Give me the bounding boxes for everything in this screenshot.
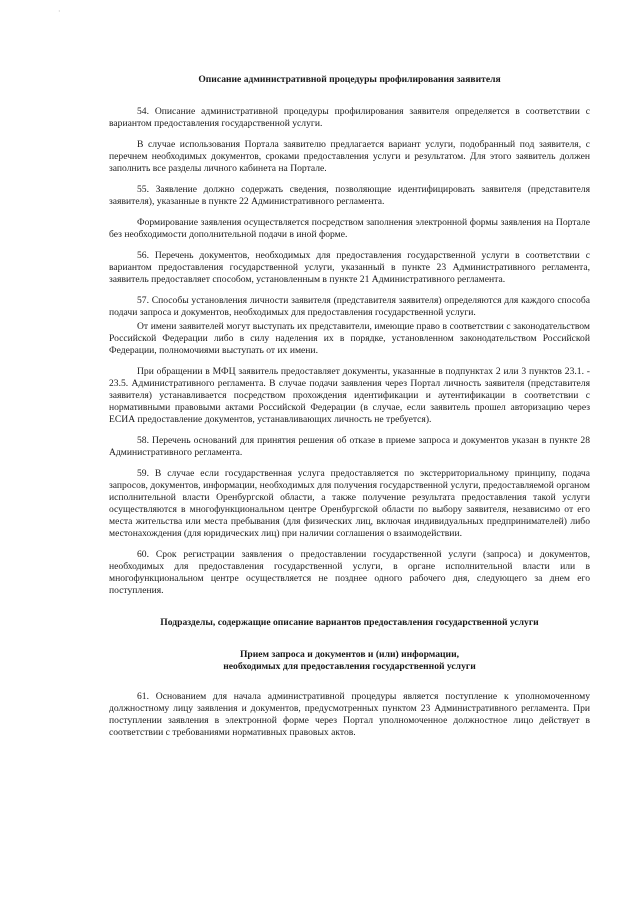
paragraph-55: 55. Заявление должно содержать сведения, позволяющие идентифицировать заявителя (представителя заявителя), указанные в пункте 22 Административного регламента. bbox=[109, 184, 590, 207]
paragraph-59: 59. В случае если государственная услуга предоставляется по экстерриториальному принципу, подача запросов, документов, информации, необходимых для получения государственной услуги, предоставляемой органом исполнительной власти Оренбургской области, а также получение результата предоставления такой услуги осуществляются в многофункциональном центре Оренбургской области по выбору заявителя, независимо от его места жительства или места пребывания (для физических лиц, включая индивидуальных предпринимателей) либо местонахождения (для юридических лиц) при наличии соглашения о взаимодействии. bbox=[109, 468, 590, 539]
section-title-subsections: Подразделы, содержащие описание вариантов предоставления государственной услуги bbox=[160, 617, 539, 628]
paragraph-56: 56. Перечень документов, необходимых для предоставления государственной услуги в соответствии с вариантом предоставления государственной услуги, указанный в пункте 23 Административного регламента, заявитель предоставляет способом, установленным в пункте 21 Административного регламента. bbox=[109, 250, 590, 285]
paragraph-55-form: Формирование заявления осуществляется посредством заполнения электронной формы заявления на Портале без необходимости дополнительной подачи в иной форме. bbox=[109, 217, 590, 240]
paragraph-54-portal: В случае использования Портала заявителю предлагается вариант услуги, подобранный под заявителя, с перечнем необходимых документов, сроками предоставления услуги и результатом. Для этого заявитель должен заполнить все разделы личного кабинета на Портале. bbox=[109, 139, 590, 174]
paragraph-57-mfc: При обращении в МФЦ заявитель предоставляет документы, указанные в подпунктах 2 или 3 пунктов 23.1. - 23.5. Административного регламента. В случае подачи заявления через Портал личность заявителя (представителя заявителя) устанавливается посредством прохождения идентификации и аутентификации в соответствии с нормативными правовыми актами Российской Федерации (в случае, если заявитель прошел авторизацию через ЕСИА предоставление документов, устанавливающих личность не требуется). bbox=[109, 366, 590, 425]
section-title-profiling: Описание административной процедуры профилирования заявителя bbox=[198, 74, 501, 85]
section-title-reception-line1: Прием запроса и документов и (или) информации, bbox=[239, 649, 460, 660]
section-title-reception bbox=[109, 649, 590, 673]
paragraph-54: 54. Описание административной процедуры профилирования заявителя определяется в соответствии с вариантом предоставления государственной услуги. bbox=[109, 106, 590, 129]
scan-mark: · bbox=[58, 7, 61, 16]
paragraph-57-representatives: От имени заявителей могут выступать их представители, имеющие право в соответствии с законодательством Российской Федерации либо в силу наделения их в порядке, установленном законодательством Российской Федерации, полномочиями выступать от их имени. bbox=[109, 321, 590, 356]
paragraph-58: 58. Перечень оснований для принятия решения об отказе в приеме запроса и документов указан в пункте 28 Административного регламента. bbox=[109, 435, 590, 458]
paragraph-60: 60. Срок регистрации заявления о предоставлении государственной услуги (запроса) и документов, необходимых для предоставления государственной услуги, в органе исполнительной власти или в многофункциональном центре осуществляется не позднее одного рабочего дня, следующего за днем его поступления. bbox=[109, 549, 590, 596]
paragraph-57: 57. Способы установления личности заявителя (представителя заявителя) определяются для каждого способа подачи запроса и документов, необходимых для предоставления государственной услуги. bbox=[109, 295, 590, 318]
section-title-reception-line2: необходимых для предоставления государственной услуги bbox=[223, 661, 476, 672]
paragraph-61: 61. Основанием для начала административной процедуры является поступление к уполномоченному должностному лицу заявления и документов, предусмотренных пунктом 23 Административного регламента. При поступлении заявления в электронной форме через Портал уполномоченное должностное лицо действует в соответствии с требованиями нормативных правовых актов. bbox=[109, 691, 590, 738]
